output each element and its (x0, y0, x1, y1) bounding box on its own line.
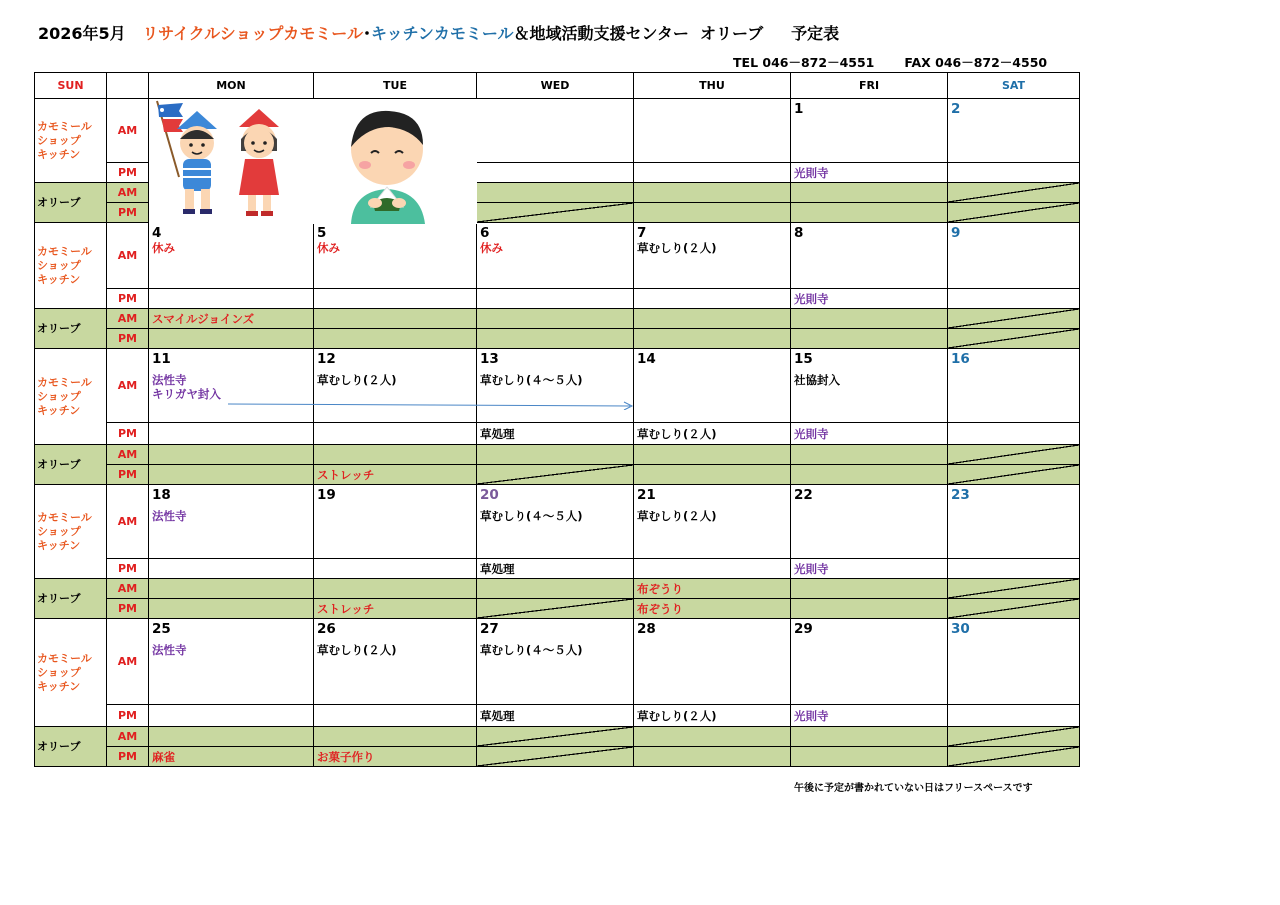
header-sat: SAT (948, 73, 1080, 99)
date-number: 23 (951, 487, 970, 503)
week2-fri-olive-am (791, 309, 948, 329)
pm-label: PM (107, 599, 149, 619)
title-dot: ･ (362, 24, 371, 43)
week1-fri-am (791, 99, 948, 163)
week2-sat-pm (948, 289, 1080, 309)
week3-pm-row (35, 423, 1080, 445)
am-label: AM (107, 99, 149, 163)
event-text: 社協封入 (794, 373, 840, 387)
week5-sat-olive-am (948, 727, 1080, 747)
week1-thu-olive-pm (634, 203, 791, 223)
week5-tue-pm (314, 705, 477, 727)
week5-mon-olive-pm (149, 747, 314, 767)
week4-sat-pm (948, 559, 1080, 579)
week4-wed-pm (477, 559, 634, 579)
week4-am-row (35, 485, 1080, 559)
event-text: 草むしり(２人) (637, 426, 717, 441)
week4-tue-pm (314, 559, 477, 579)
week5-olive-pm-row (35, 747, 1080, 767)
date-number: 1 (794, 101, 804, 117)
week2-mon-olive-pm (149, 329, 314, 349)
header-mon: MON (149, 73, 314, 99)
am-label: AM (107, 445, 149, 465)
event-text: 法性寺 (152, 643, 187, 657)
event-text: 草むしり(２人) (317, 643, 397, 657)
event-text: 法性寺 (152, 373, 187, 387)
title-month: 2026年5月 (38, 24, 126, 43)
week2-olive-pm-row (35, 329, 1080, 349)
olive-label: オリーブ (35, 579, 107, 619)
week3-tue-olive-am (314, 445, 477, 465)
date-number: 27 (480, 621, 499, 637)
week5-thu-am (634, 619, 791, 705)
date-number: 12 (317, 351, 336, 367)
week3-thu-olive-am (634, 445, 791, 465)
pm-label: PM (107, 163, 149, 183)
week2-olive-am-row (35, 309, 1080, 329)
week4-mon-am (149, 485, 314, 559)
event-text: 草むしり(４～５人) (480, 643, 583, 657)
week2-wed-olive-am (477, 309, 634, 329)
week2-thu-pm (634, 289, 791, 309)
week3-mon-pm (149, 423, 314, 445)
week3-tue-olive-pm (314, 465, 477, 485)
week3-sat-olive-pm (948, 465, 1080, 485)
week5-am-row (35, 619, 1080, 705)
week2-thu-olive-pm (634, 329, 791, 349)
week3-tue-pm (314, 423, 477, 445)
kamomile-label: カモミール ショップ キッチン (35, 619, 107, 727)
week4-mon-olive-am (149, 579, 314, 599)
week5-sat-am (948, 619, 1080, 705)
week4-sat-am (948, 485, 1080, 559)
week5-mon-pm (149, 705, 314, 727)
pm-label: PM (107, 203, 149, 223)
kamomile-label: カモミール ショップ キッチン (35, 485, 107, 579)
am-label: AM (107, 183, 149, 203)
week5-olive-am-row (35, 727, 1080, 747)
date-number: 20 (480, 487, 499, 503)
date-number: 22 (794, 487, 813, 503)
am-label: AM (107, 223, 149, 289)
week1-wed-am (477, 99, 634, 163)
week5-fri-am (791, 619, 948, 705)
week5-sat-olive-pm (948, 747, 1080, 767)
week3-am-row (35, 349, 1080, 423)
date-number: 2 (951, 101, 961, 117)
week4-tue-am (314, 485, 477, 559)
week2-mon-olive-am (149, 309, 314, 329)
week4-sat-olive-am (948, 579, 1080, 599)
date-number: 26 (317, 621, 336, 637)
date-number: 6 (480, 225, 490, 241)
week4-fri-pm (791, 559, 948, 579)
week2-tue-am (314, 223, 477, 289)
date-number: 19 (317, 487, 336, 503)
pm-label: PM (107, 747, 149, 767)
week3-olive-am-row (35, 445, 1080, 465)
week5-thu-olive-am (634, 727, 791, 747)
week2-fri-olive-pm (791, 329, 948, 349)
week4-mon-olive-pm (149, 599, 314, 619)
event-text: 草むしり(４～５人) (480, 509, 583, 523)
am-label: AM (107, 727, 149, 747)
week4-wed-olive-am (477, 579, 634, 599)
week4-wed-am (477, 485, 634, 559)
event-text: 布ぞうり (637, 581, 683, 596)
am-label: AM (107, 485, 149, 559)
week1-wed-olive-pm (477, 203, 634, 223)
event-text: 草むしり(２人) (637, 509, 717, 523)
event-text: ストレッチ (317, 467, 375, 482)
week4-thu-pm (634, 559, 791, 579)
week3-thu-pm (634, 423, 791, 445)
week4-olive-am-row (35, 579, 1080, 599)
contact-info (733, 53, 1047, 71)
week5-wed-olive-pm (477, 747, 634, 767)
header-fri: FRI (791, 73, 948, 99)
am-label: AM (107, 619, 149, 705)
week2-thu-am (634, 223, 791, 289)
event-text: 休み (317, 241, 340, 255)
week1-wed-olive-am (477, 183, 634, 203)
header-wed: WED (477, 73, 634, 99)
event-text: 光則寺 (794, 426, 829, 441)
calendar-table (34, 72, 1080, 767)
header-thu: THU (634, 73, 791, 99)
weekday-header-row (35, 73, 1080, 99)
event-text: ストレッチ (317, 601, 375, 616)
pm-label: PM (107, 329, 149, 349)
week4-fri-am (791, 485, 948, 559)
week1-sat-am (948, 99, 1080, 163)
header-blank (107, 73, 149, 99)
week3-thu-am (634, 349, 791, 423)
week5-fri-olive-pm (791, 747, 948, 767)
date-number: 16 (951, 351, 970, 367)
week4-pm-row (35, 559, 1080, 579)
date-number: 13 (480, 351, 499, 367)
title-shop: リサイクルショップカモミール (142, 24, 363, 43)
week2-pm-row (35, 289, 1080, 309)
week2-fri-am (791, 223, 948, 289)
date-number: 30 (951, 621, 970, 637)
week5-thu-olive-pm (634, 747, 791, 767)
event-text: 草処理 (480, 426, 515, 441)
week5-mon-am (149, 619, 314, 705)
week5-sat-pm (948, 705, 1080, 727)
event-text: 光則寺 (794, 291, 829, 306)
week2-fri-pm (791, 289, 948, 309)
week2-sat-olive-am (948, 309, 1080, 329)
week3-olive-pm-row (35, 465, 1080, 485)
title-schedule: 予定表 (791, 24, 840, 43)
date-number: 5 (317, 225, 327, 241)
week3-sat-pm (948, 423, 1080, 445)
event-text: スマイルジョインズ (152, 311, 255, 326)
date-number: 7 (637, 225, 647, 241)
date-number: 14 (637, 351, 656, 367)
kamomile-label: カモミール ショップ キッチン (35, 349, 107, 445)
header-tue: TUE (314, 73, 477, 99)
week1-sat-olive-am (948, 183, 1080, 203)
page-title (38, 21, 839, 44)
week1-thu-am (634, 99, 791, 163)
event-text: 草むしり(４～５人) (480, 373, 583, 387)
week3-fri-pm (791, 423, 948, 445)
week5-tue-olive-am (314, 727, 477, 747)
week4-sat-olive-pm (948, 599, 1080, 619)
week1-fri-pm (791, 163, 948, 183)
week3-tue-am (314, 349, 477, 423)
week5-wed-olive-am (477, 727, 634, 747)
week5-fri-pm (791, 705, 948, 727)
week3-fri-olive-am (791, 445, 948, 465)
week3-fri-olive-pm (791, 465, 948, 485)
week4-tue-olive-am (314, 579, 477, 599)
event-text: 草処理 (480, 708, 515, 723)
week2-sat-am (948, 223, 1080, 289)
pm-label: PM (107, 465, 149, 485)
event-text: 光則寺 (794, 165, 829, 180)
event-text: 光則寺 (794, 708, 829, 723)
week5-thu-pm (634, 705, 791, 727)
week4-mon-pm (149, 559, 314, 579)
event-text: 草むしり(２人) (637, 241, 717, 255)
week4-olive-pm-row (35, 599, 1080, 619)
illustration-cell (149, 99, 477, 223)
event-text: 休み (480, 241, 503, 255)
week5-tue-am (314, 619, 477, 705)
week1-sat-olive-pm (948, 203, 1080, 223)
week3-sat-olive-am (948, 445, 1080, 465)
week3-sat-am (948, 349, 1080, 423)
week3-mon-olive-pm (149, 465, 314, 485)
week3-wed-olive-pm (477, 465, 634, 485)
kamomile-label: カモミール ショップ キッチン (35, 223, 107, 309)
week3-mon-olive-am (149, 445, 314, 465)
week4-thu-olive-am (634, 579, 791, 599)
event-text: キリガヤ封入 (152, 387, 221, 401)
week2-wed-am (477, 223, 634, 289)
week4-thu-am (634, 485, 791, 559)
week5-tue-olive-pm (314, 747, 477, 767)
fax-number: FAX 046－872－4550 (904, 55, 1048, 70)
footer-note: 午後に予定が書かれていない日はフリースペースです (794, 783, 1033, 794)
title-kitchen: キッチンカモミール (370, 24, 514, 43)
date-number: 9 (951, 225, 961, 241)
olive-label: オリーブ (35, 183, 107, 223)
kamomile-label: カモミール ショップ キッチン (35, 99, 107, 183)
week4-thu-olive-pm (634, 599, 791, 619)
olive-label: オリーブ (35, 727, 107, 767)
title-center: ＆地域活動支援センター (513, 24, 689, 43)
am-label: AM (107, 579, 149, 599)
week3-fri-am (791, 349, 948, 423)
week5-pm-row (35, 705, 1080, 727)
event-text: 休み (152, 241, 175, 255)
week5-wed-pm (477, 705, 634, 727)
date-number: 15 (794, 351, 813, 367)
pm-label: PM (107, 559, 149, 579)
week1-sat-pm (948, 163, 1080, 183)
date-number: 18 (152, 487, 171, 503)
event-text: 法性寺 (152, 509, 187, 523)
title-olive: オリーブ (700, 24, 764, 43)
event-text: 麻雀 (152, 749, 175, 764)
week3-thu-olive-pm (634, 465, 791, 485)
am-label: AM (107, 349, 149, 423)
week2-tue-olive-am (314, 309, 477, 329)
event-text: 草むしり(２人) (317, 373, 397, 387)
week1-am-row (35, 99, 1080, 163)
week1-fri-olive-am (791, 183, 948, 203)
date-number: 11 (152, 351, 171, 367)
date-number: 4 (152, 225, 162, 241)
olive-label: オリーブ (35, 445, 107, 485)
week2-sat-olive-pm (948, 329, 1080, 349)
event-text: 草処理 (480, 561, 515, 576)
week5-wed-am (477, 619, 634, 705)
week2-wed-olive-pm (477, 329, 634, 349)
week2-tue-olive-pm (314, 329, 477, 349)
week5-mon-olive-am (149, 727, 314, 747)
week4-tue-olive-pm (314, 599, 477, 619)
week4-wed-olive-pm (477, 599, 634, 619)
week2-tue-pm (314, 289, 477, 309)
week2-thu-olive-am (634, 309, 791, 329)
tel-number: TEL 046－872－4551 (733, 55, 875, 70)
week3-mon-am (149, 349, 314, 423)
week1-wed-pm (477, 163, 634, 183)
date-number: 21 (637, 487, 656, 503)
week2-mon-pm (149, 289, 314, 309)
week4-fri-olive-am (791, 579, 948, 599)
week2-wed-pm (477, 289, 634, 309)
event-text: お菓子作り (317, 749, 375, 764)
am-label: AM (107, 309, 149, 329)
event-text: 草むしり(２人) (637, 708, 717, 723)
week2-am-row (35, 223, 1080, 289)
week3-wed-olive-am (477, 445, 634, 465)
event-text: 布ぞうり (637, 601, 683, 616)
date-number: 8 (794, 225, 804, 241)
week5-fri-olive-am (791, 727, 948, 747)
date-number: 29 (794, 621, 813, 637)
week3-wed-am (477, 349, 634, 423)
date-number: 28 (637, 621, 656, 637)
week3-wed-pm (477, 423, 634, 445)
header-sun: SUN (35, 73, 107, 99)
event-text: 光則寺 (794, 561, 829, 576)
date-number: 25 (152, 621, 171, 637)
week1-thu-pm (634, 163, 791, 183)
week1-fri-olive-pm (791, 203, 948, 223)
olive-label: オリーブ (35, 309, 107, 349)
week1-thu-olive-am (634, 183, 791, 203)
pm-label: PM (107, 289, 149, 309)
week2-mon-am (149, 223, 314, 289)
pm-label: PM (107, 705, 149, 727)
pm-label: PM (107, 423, 149, 445)
week4-fri-olive-pm (791, 599, 948, 619)
